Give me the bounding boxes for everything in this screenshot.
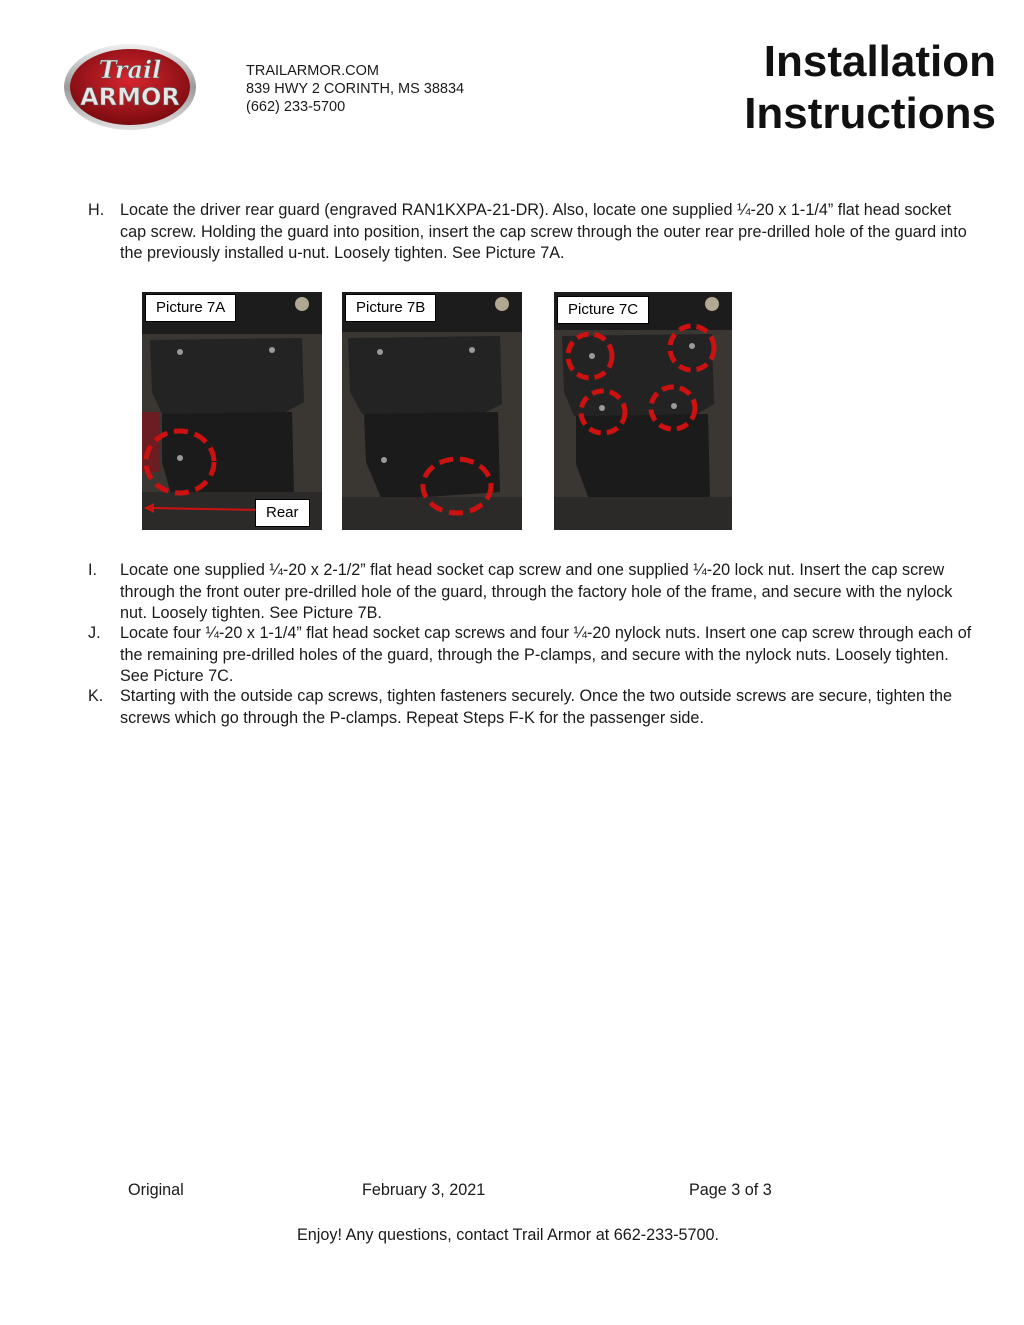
step-letter: I. (88, 561, 97, 579)
picture-7a (142, 292, 322, 530)
footer-page-number: Page 3 of 3 (689, 1181, 772, 1199)
footer-revision: Original (128, 1181, 184, 1199)
step-j (88, 623, 978, 688)
company-website: TRAILARMOR.COM (246, 63, 379, 79)
picture-7b (342, 292, 522, 530)
step-h (88, 200, 978, 265)
step-k (88, 686, 978, 729)
footer-date: February 3, 2021 (362, 1181, 486, 1199)
rear-callout: Rear (255, 499, 310, 527)
picture-label: Picture 7B (345, 294, 436, 322)
step-text: Locate the driver rear guard (engraved RAN1KXPA-21-DR). Also, locate one supplied ¼-20 x 1-1/4” flat head socket cap screw. Holding the guard into position, insert the cap screw through the outer rear pre-drilled hole of the guard into the previously installed u-nut. Loosely tighten. See Picture 7A. (120, 201, 967, 262)
step-text: Locate one supplied ¼-20 x 2-1/2” flat head socket cap screw and one supplied ¼-20 lock nut. Insert the cap screw through the front outer pre-drilled hole of the guard, through the factory hole of the frame, and secure with the nylock nut. Loosely tighten. See Picture 7B. (120, 561, 953, 622)
trail-armor-oval-logo-icon (62, 42, 198, 132)
step-text: Locate four ¼-20 x 1-1/4” flat head socket cap screws and four ¼-20 nylock nuts. Insert one cap screw through each of the remaining pre-drilled holes of the guard, through the P-clamps, and secure with the nylock nuts. Loosely tighten. See Picture 7C. (120, 624, 972, 685)
step-letter: J. (88, 624, 101, 642)
logo-line2: ARMOR (80, 83, 180, 111)
step-text: Starting with the outside cap screws, tighten fasteners securely. Once the two outside screws are secure, tighten the screws which go through the P-clamps. Repeat Steps F-K for the passenger side. (120, 687, 952, 727)
logo-line1: Trail (98, 55, 162, 84)
company-info (246, 62, 464, 116)
picture-7c (554, 292, 732, 530)
title-line2: Instructions (744, 89, 996, 138)
picture-label: Picture 7C (557, 296, 649, 324)
step-i (88, 560, 978, 625)
step-letter: H. (88, 201, 105, 219)
picture-label: Picture 7A (145, 294, 236, 322)
company-phone: (662) 233-5700 (246, 99, 346, 115)
step-letter: K. (88, 687, 104, 705)
trail-armor-logo (62, 42, 198, 132)
document-title (744, 36, 996, 140)
title-line1: Installation (763, 37, 996, 86)
footer-contact: Enjoy! Any questions, contact Trail Armor at 662-233-5700. (296, 1226, 719, 1244)
company-address: 839 HWY 2 CORINTH, MS 38834 (246, 81, 465, 97)
